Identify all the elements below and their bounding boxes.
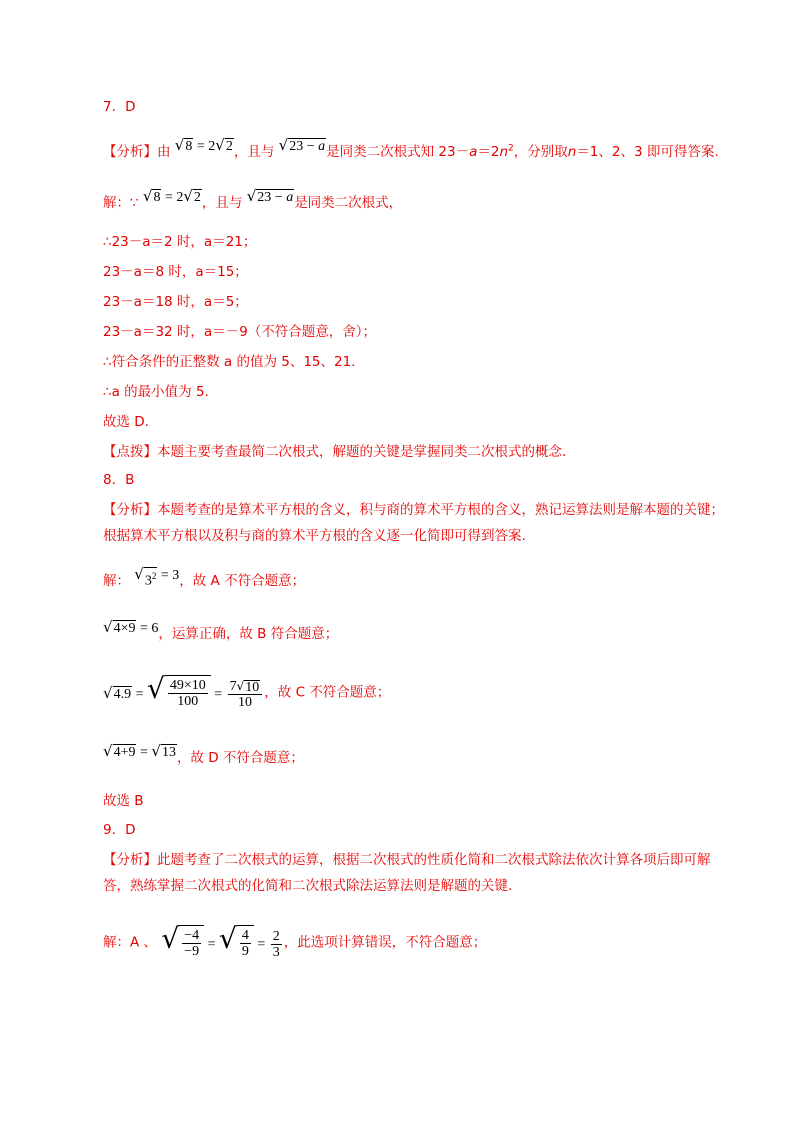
q9-analysis: 【分析】此题考查了二次根式的运算，根据二次根式的性质化简和二次根式除法依次计算各项后即可解答，熟练掌握二次根式的化简和二次根式除法运算法则是解题的关键. <box>103 852 711 894</box>
formula-sqrt8: √ 8 = 2 √ 2 <box>142 187 201 205</box>
q7-step: 23－a＝32 时，a＝－9（不符合题意，舍）； <box>103 324 377 340</box>
q8-option-c: √ 4.9 = √ $\frac{49\times 10}{100}$ = 7 √ 10 10 ，故 C 不符合题意； <box>103 672 391 711</box>
analysis-tag: 【分析】 <box>103 144 157 160</box>
q8-analysis: 【分析】本题考查的是算术平方根的含义，积与商的算术平方根的含义，熟记运算法则是解本题的关键；根据算术平方根以及积与商的算术平方根的含义逐一化简即可得到答案. <box>103 502 724 544</box>
q8-option-d: √ 4+9 = √ 13 ，故 D 不符合题意； <box>103 742 304 766</box>
formula-sqrt-3-squared: √ $3^2$ = 3 <box>134 565 180 589</box>
q7-step: 23－a＝18 时，a＝5； <box>103 294 248 310</box>
q8-option-b: √ 4×9 = 6，运算正确，故 B 符合题意； <box>103 618 339 642</box>
q8-choice: 故选 B <box>103 793 144 809</box>
tip-tag: 【点拨】 <box>103 444 157 460</box>
formula-sqrt-neg4-over-neg9: √ $\frac{-4}{-9}$ = √ $\frac{4}{9}$ = $\frac{2}{3}$ <box>161 922 280 961</box>
q7-step: ∴23－a＝2 时，a＝21； <box>103 234 257 250</box>
q9-option-a: 解：A 、 √ $\frac{-4}{-9}$ = √ $\frac{4}{9}$ = $\frac{2}{3}$ ，此选项计算错误，不符合题意； <box>103 922 487 961</box>
q7-solve: 解：∵ √ 8 = 2 √ 2 ，且与 √ 23 − a 是同类二次根式， <box>103 187 403 211</box>
q7-choice: 故选 D. <box>103 414 149 430</box>
analysis-tag: 【分析】 <box>103 852 157 868</box>
formula-sqrt-23-a: √ 23 − a <box>278 136 326 154</box>
q7-tip: 【点拨】本题主要考查最简二次根式，解题的关键是掌握同类二次根式的概念. <box>103 444 567 460</box>
q8-answer: 8．B <box>103 472 135 488</box>
q9-answer: 9．D <box>103 822 136 838</box>
formula-sqrt-4-plus-9: √ 4+9 = √ 13 <box>103 742 176 760</box>
q7-answer: 7．D <box>103 99 136 115</box>
q7-step: ∴符合条件的正整数 a 的值为 5、15、21. <box>103 354 356 370</box>
q7-analysis: 【分析】由 √ 8 = 2 √ 2 ，且与 √ 23 − a 是同类二次根式知 $23-a=2n^2$，分别取n＝1、2、3 即可得答案. <box>103 136 719 160</box>
formula-sqrt-4x9: √ 4×9 = 6 <box>103 618 159 636</box>
q7-step: ∴a 的最小值为 5. <box>103 384 209 400</box>
formula-sqrt-23-a: √ 23 − a <box>246 187 294 205</box>
q7-step: 23－a＝8 时，a＝15； <box>103 264 248 280</box>
formula-sqrt-4-9: √ 4.9 = √ $\frac{49\times 10}{100}$ = 7 √ 10 10 <box>103 675 264 710</box>
analysis-tag: 【分析】 <box>103 502 157 518</box>
q8-option-a: 解： √ $3^2$ = 3，故 A 不符合题意； <box>103 565 306 589</box>
formula-sqrt8: √ 8 = 2 √ 2 <box>174 136 233 154</box>
